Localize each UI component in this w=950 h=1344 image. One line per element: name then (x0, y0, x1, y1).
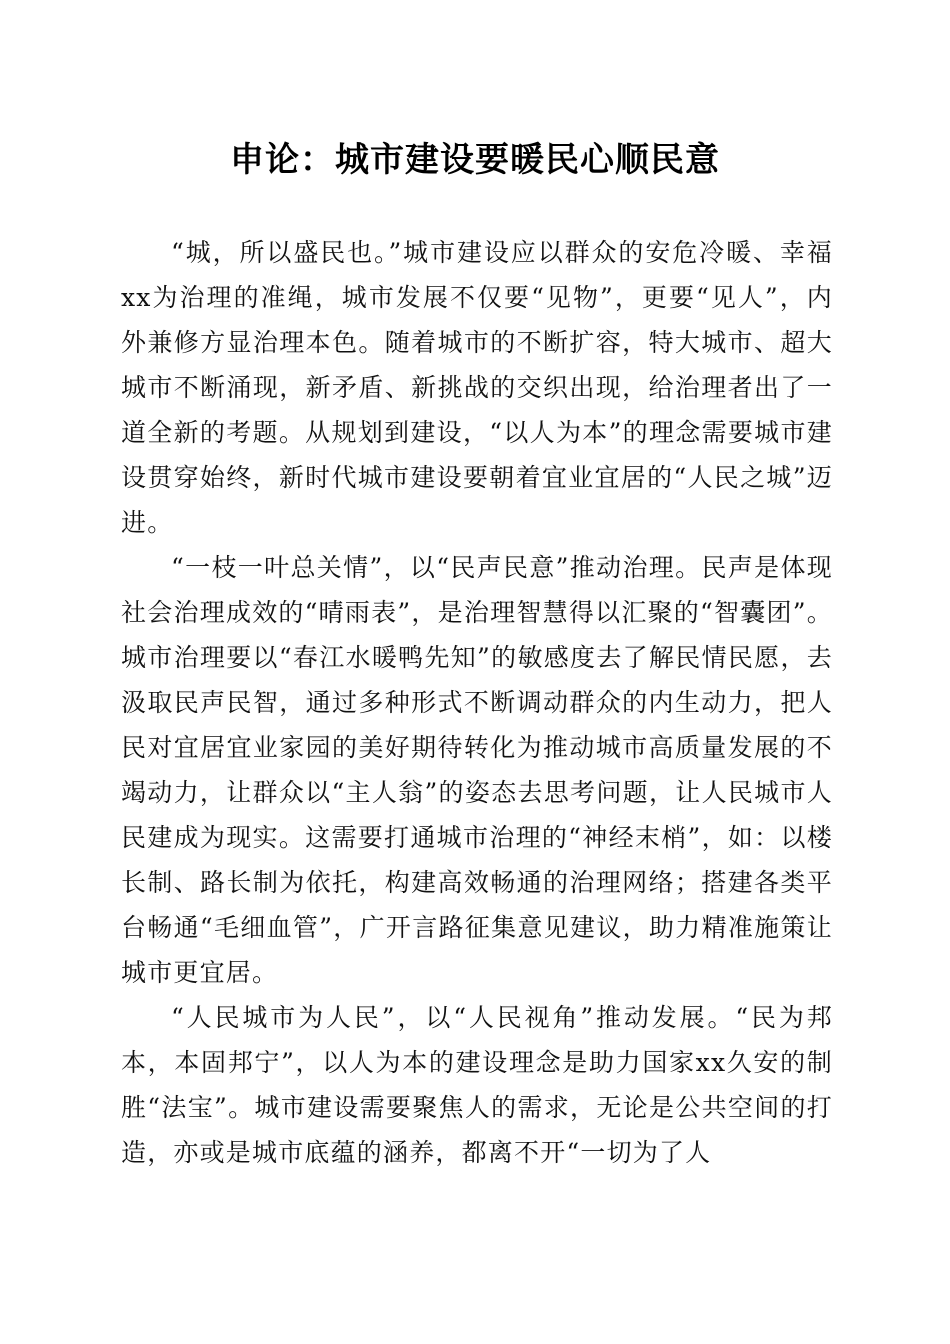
paragraph-1: “城，所以盛民也。”城市建设应以群众的安危冷暖、幸福xx为治理的准绳，城市发展不仅要“见物”，更要“见人”，内外兼修方显治理本色。随着城市的不断扩容，特大城市、超大城市不断涌现，新矛盾、新挑战的交织出现，给治理者出了一道全新的考题。从规划到建设，“以人为本”的理念需要城市建设贯穿始终，新时代城市建设要朝着宜业宜居的“人民之城”迈进。 (121, 238, 833, 537)
paragraph-3: “人民城市为人民”，以“人民视角”推动发展。“民为邦本，本固邦宁”，以人为本的建设理念是助力国家xx久安的制胜“法宝”。城市建设需要聚焦人的需求，无论是公共空间的打造，亦或是城市底蕴的涵养，都离不开“一切为了人 (121, 1003, 833, 1167)
document-body (121, 230, 833, 1175)
document-title: 申论：城市建设要暖民心顺民意 (230, 140, 720, 180)
paragraph-2: “一枝一叶总关情”，以“民声民意”推动治理。民声是体现社会治理成效的“晴雨表”，是治理智慧得以汇聚的“智囊团”。城市治理要以“春江水暖鸭先知”的敏感度去了解民情民愿，去汲取民声民智，通过多种形式不断调动群众的内生动力，把人民对宜居宜业家园的美好期待转化为推动城市高质量发展的不竭动力，让群众以“主人翁”的姿态去思考问题，让人民城市人民建成为现实。这需要打通城市治理的“神经末梢”，如：以楼长制、路长制为依托，构建高效畅通的治理网络；搭建各类平台畅通“毛细血管”，广开言路征集意见建议，助力精准施策让城市更宜居。 (121, 553, 833, 987)
